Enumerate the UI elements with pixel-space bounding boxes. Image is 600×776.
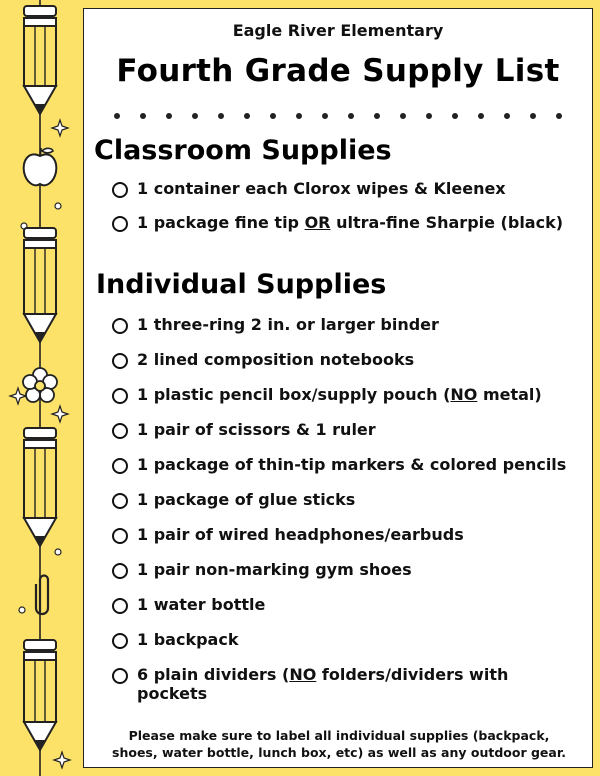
divider-dot	[348, 113, 354, 119]
checklist-item[interactable]: 1 backpack	[112, 630, 238, 649]
school-name: Eagle River Elementary	[232, 21, 444, 40]
checkbox-circle-icon[interactable]	[112, 668, 128, 684]
checklist-item[interactable]: 1 container each Clorox wipes & Kleenex	[112, 179, 506, 198]
divider-dot	[478, 113, 484, 119]
checkbox-circle-icon[interactable]	[112, 633, 128, 649]
divider-dot	[140, 113, 146, 119]
supply-list-sheet	[83, 8, 593, 768]
checkbox-circle-icon[interactable]	[112, 563, 128, 579]
pencil-icon	[24, 428, 56, 546]
checkbox-circle-icon[interactable]	[112, 423, 128, 439]
checklist-item[interactable]: 1 package of glue sticks	[112, 490, 355, 509]
page-title: Fourth Grade Supply List	[116, 53, 560, 89]
divider-dot	[374, 113, 380, 119]
individual-supplies-heading: Individual Supplies	[96, 269, 387, 300]
checklist-item[interactable]: 1 package of thin-tip markers & colored pencils	[112, 455, 566, 474]
checkbox-circle-icon[interactable]	[112, 353, 128, 369]
apple-icon	[24, 148, 57, 185]
paperclip-icon	[36, 576, 48, 615]
checklist-item[interactable]: 1 pair of scissors & 1 ruler	[112, 420, 376, 439]
divider-dot	[192, 113, 198, 119]
checklist-item[interactable]: 1 water bottle	[112, 595, 265, 614]
dotted-divider	[114, 113, 564, 121]
checklist-item[interactable]: 1 pair non-marking gym shoes	[112, 560, 412, 579]
divider-dot	[400, 113, 406, 119]
divider-dot	[296, 113, 302, 119]
divider-dot	[166, 113, 172, 119]
divider-dot	[322, 113, 328, 119]
divider-dot	[452, 113, 458, 119]
flower-icon	[23, 368, 57, 402]
divider-dot	[556, 113, 562, 119]
checklist-item[interactable]: 6 plain dividers (NO folders/dividers with pockets	[112, 665, 552, 703]
checklist-item[interactable]: 1 plastic pencil box/supply pouch (NO metal)	[112, 385, 542, 404]
checkbox-circle-icon[interactable]	[112, 388, 128, 404]
checkbox-circle-icon[interactable]	[112, 216, 128, 232]
divider-dot	[504, 113, 510, 119]
checkbox-circle-icon[interactable]	[112, 493, 128, 509]
pencil-icon	[24, 228, 56, 342]
divider-dot	[270, 113, 276, 119]
divider-dot	[218, 113, 224, 119]
divider-dot	[530, 113, 536, 119]
checklist-item[interactable]: 1 package fine tip OR ultra-fine Sharpie (black)	[112, 213, 563, 232]
classroom-supplies-heading: Classroom Supplies	[94, 135, 392, 166]
checkbox-circle-icon[interactable]	[112, 458, 128, 474]
divider-dot	[244, 113, 250, 119]
divider-dot	[114, 113, 120, 119]
labeling-note: Please make sure to label all individual supplies (backpack, shoes, water bottle, lunch box, etc) as well as any outdoor gear.	[112, 728, 566, 760]
checklist-item[interactable]: 1 pair of wired headphones/earbuds	[112, 525, 464, 544]
checkbox-circle-icon[interactable]	[112, 528, 128, 544]
checkbox-circle-icon[interactable]	[112, 182, 128, 198]
pencil-icon	[24, 6, 56, 114]
pencil-icon	[24, 640, 56, 750]
divider-dot	[426, 113, 432, 119]
checkbox-circle-icon[interactable]	[112, 318, 128, 334]
pencil-border-decoration	[0, 0, 86, 776]
checklist-item[interactable]: 1 three-ring 2 in. or larger binder	[112, 315, 439, 334]
checkbox-circle-icon[interactable]	[112, 598, 128, 614]
checklist-item[interactable]: 2 lined composition notebooks	[112, 350, 414, 369]
